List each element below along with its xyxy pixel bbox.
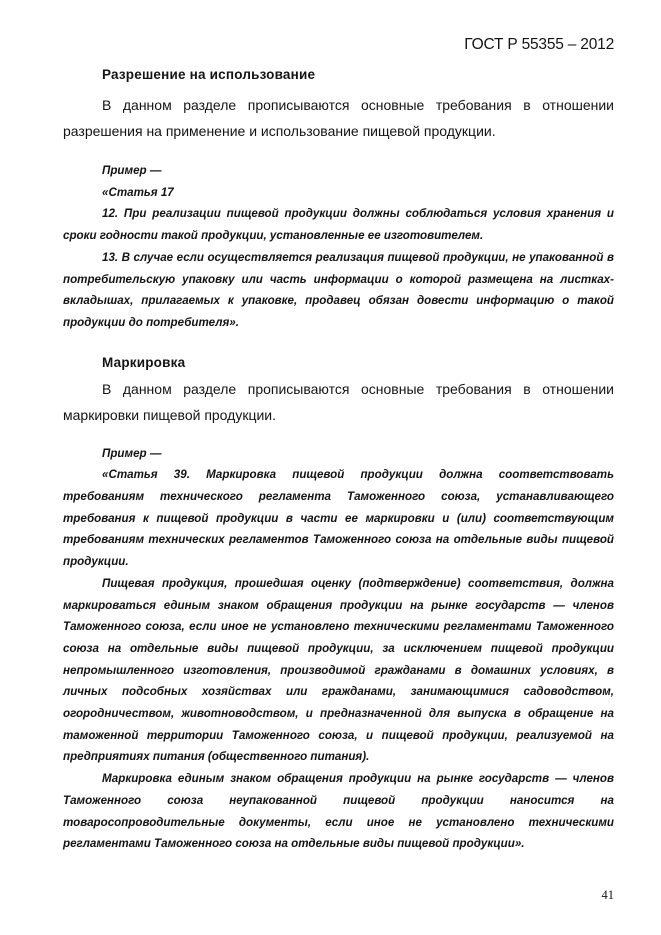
example-paragraph: Маркировка единым знаком обращения продукции на рынке государств — членов Таможенного союза неупакованной пищевой продукции наносится на товаросопроводительные документы, если иное не установлено техническими регламентами Таможенного союза на отдельные виды пищевой продукции». [63, 772, 614, 851]
article-title: «Статья 17 [102, 185, 174, 199]
example-label: Пример — [102, 446, 162, 460]
section-paragraph-permission: В данном разделе прописываются основные требования в отношении разрешения на применение и использование пищевой продукции. [63, 97, 614, 139]
section-paragraph-marking: В данном разделе прописываются основные требования в отношении маркировки пищевой продукции. [63, 380, 614, 423]
example-item-12: 12. При реализации пищевой продукции должны соблюдаться условия хранения и сроки годности такой продукции, установленные ее изготовителем. [63, 207, 614, 243]
document-standard-number: ГОСТ Р 55355 – 2012 [464, 36, 614, 53]
page-content [63, 65, 614, 855]
example-item-13: 13. В случае если осуществляется реализация пищевой продукции, не упакованной в потребительскую упаковку или часть информации о которой размещена на листках-вкладышах, прилагаемых к упаковке, продавец обязан довести информацию о такой продукции до потребителя». [63, 250, 614, 329]
example-label: Пример — [102, 164, 162, 177]
page-number: 41 [601, 888, 614, 902]
section-heading-permission: Разрешение на использование [102, 67, 316, 82]
example-article-39: «Статья 39. Маркировка пищевой продукции должна соответствовать требованиям технического регламента Таможенного союза, устанавливающего требования к пищевой продукции в части ее маркировки и (или) соответствующим требованиям технических регламентов Таможенного союза на отдельные виды пищевой продукции. [63, 468, 614, 569]
section-heading-marking: Маркировка [102, 354, 186, 370]
example-paragraph: Пищевая продукция, прошедшая оценку (подтверждение) соответствия, должна маркироваться единым знаком обращения продукции на рынке государств — членов Таможенного союза, если иное не установлено техническими регламентами Таможенного союза на отдельные виды пищевой продукции, за исключением пищевой продукции непромышленного изготовления, производимой гражданами в домашних условиях, в личных подсобных хозяйствах или гражданами, занимающимися садоводством, огородничеством, животноводством, и предназначенной для выпуска в обращение на таможенной территории Таможенного союза, и пищевой продукции, реализуемой на предприятиях питания (общественного питания). [63, 576, 614, 764]
